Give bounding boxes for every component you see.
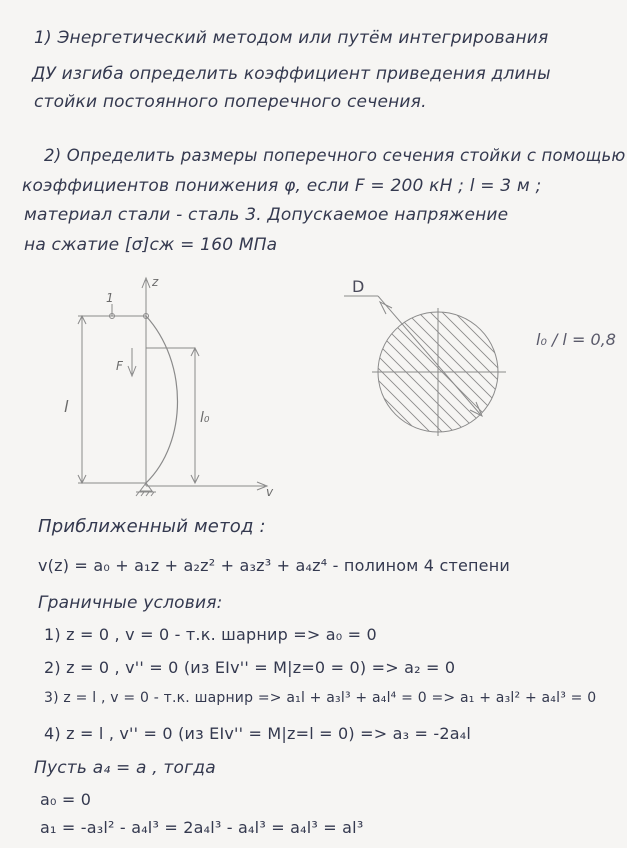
text-line-13: 3) z = l , v = 0 - т.к. шарнир => a₁l + a₃l³ + a₄l⁴ = 0 => a₁ + a₃l² + a₄l³ = 0	[44, 690, 597, 706]
text-line-7: на сжатие [σ]сж = 160 МПа	[24, 235, 278, 255]
text-line-4: 2) Определить размеры поперечного сечения стойки с помощью	[44, 146, 626, 165]
label-F: F	[116, 359, 123, 373]
label-l: l	[64, 397, 69, 416]
text-line-14: 4) z = l , v'' = 0 (из EIv'' = M|z=l = 0) => a₃ = -2a₄l	[44, 724, 472, 743]
text-line-6: материал стали - сталь 3. Допускаемое напряжение	[24, 205, 509, 225]
text-line-2: ДУ изгиба определить коэффициент приведения длины	[32, 64, 551, 84]
length-ratio: l₀ / l = 0,8	[536, 330, 616, 349]
text-line-5: коэффициентов понижения φ, если F = 200 кН ; l = 3 м ;	[22, 176, 542, 196]
text-line-17: a₁ = -a₃l² - a₄l³ = 2a₄l³ - a₄l³ = a₄l³ = al³	[40, 818, 364, 837]
label-z: z	[152, 275, 159, 289]
text-line-16: a₀ = 0	[40, 790, 92, 809]
text-line-15: Пусть a₄ = a , тогда	[34, 758, 216, 778]
label-l0: l₀	[200, 410, 210, 426]
text-line-10: Граничные условия:	[38, 593, 223, 613]
text-line-9: v(z) = a₀ + a₁z + a₂z² + a₃z³ + a₄z⁴ - полином 4 степени	[38, 556, 510, 575]
text-line-8: Приближенный метод :	[38, 516, 266, 537]
label-v: v	[266, 485, 274, 499]
text-line-3: стойки постоянного поперечного сечения.	[34, 92, 427, 112]
cross-section-diagram	[330, 268, 550, 438]
text-line-1: 1) Энергетический методом или путём интегрирования	[34, 28, 549, 48]
text-line-11: 1) z = 0 , v = 0 - т.к. шарнир => a₀ = 0	[44, 625, 377, 644]
text-line-12: 2) z = 0 , v'' = 0 (из EIv'' = M|z=0 = 0) => a₂ = 0	[44, 658, 456, 677]
column-diagram	[60, 272, 290, 502]
label-D: D	[352, 277, 365, 296]
label-1: 1	[106, 291, 114, 305]
